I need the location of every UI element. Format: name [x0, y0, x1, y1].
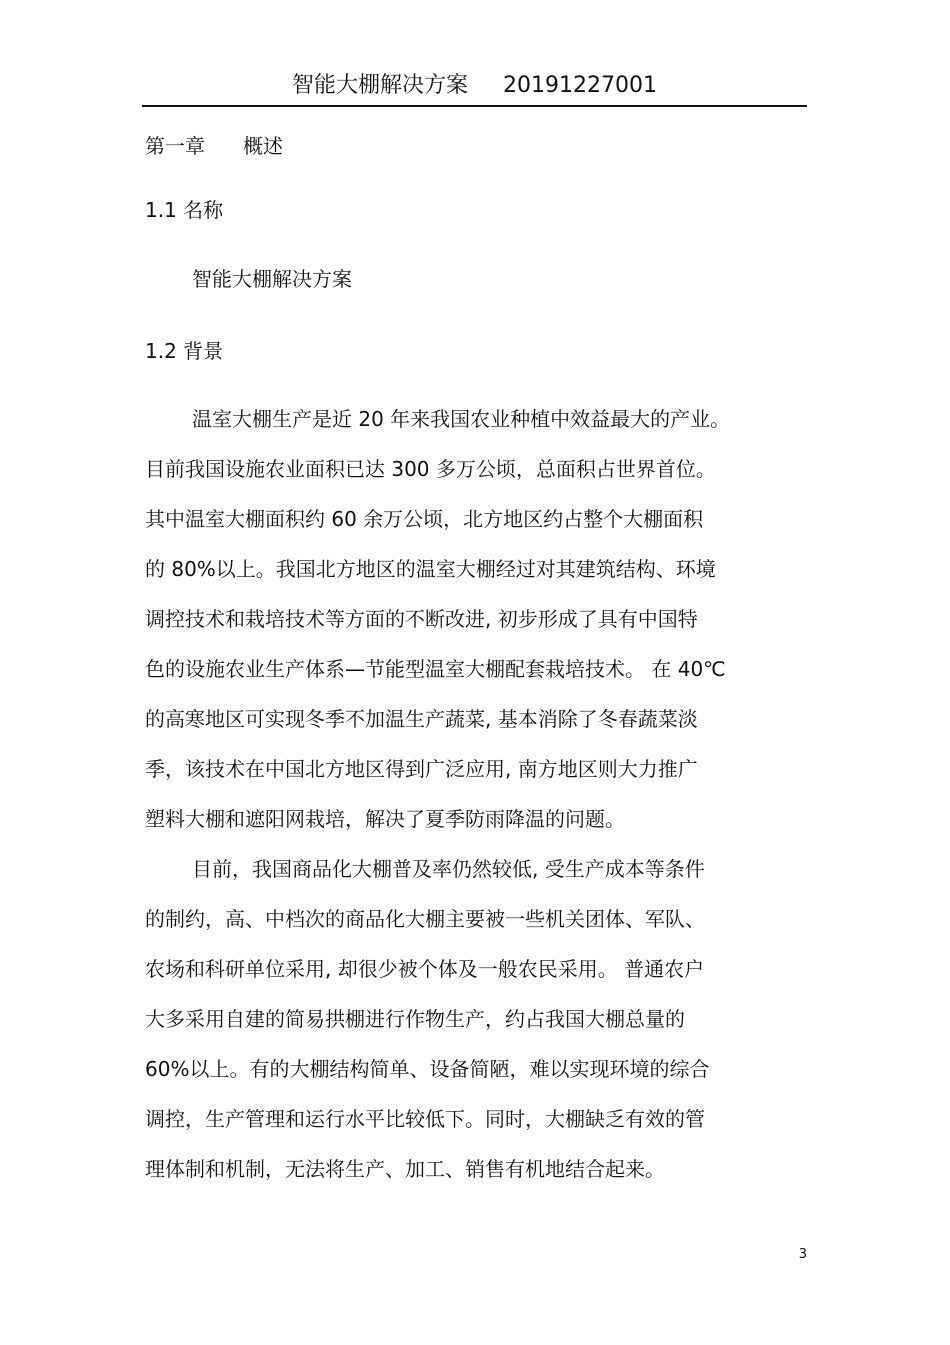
paragraph-line: 大多采用自建的简易拱棚进行作物生产，约占我国大棚总量的: [145, 1007, 685, 1031]
paragraph-line: 60%以上。有的大棚结构简单、设备简陋，难以实现环境的综合: [145, 1057, 710, 1081]
paragraph-line: 的高寒地区可实现冬季不加温生产蔬菜, 基本消除了冬春蔬菜淡: [145, 707, 698, 731]
header-rule: [142, 105, 807, 107]
section-body-1-1: 智能大棚解决方案: [192, 267, 352, 291]
paragraph-line: 色的设施农业生产体系—节能型温室大棚配套栽培技术。 在 40℃: [145, 657, 726, 681]
paragraph-line: 季，该技术在中国北方地区得到广泛应用, 南方地区则大力推广: [145, 757, 698, 781]
section-heading-1-1: 1.1 名称: [145, 198, 224, 222]
paragraph-line: 理体制和机制，无法将生产、加工、销售有机地结合起来。: [145, 1157, 665, 1181]
page-number: 3: [798, 1247, 807, 1262]
paragraph-line: 其中温室大棚面积约 60 余万公顷，北方地区约占整个大棚面积: [145, 507, 704, 531]
paragraph-line: 塑料大棚和遮阳网栽培，解决了夏季防雨降温的问题。: [145, 807, 625, 831]
paragraph-line: 温室大棚生产是近 20 年来我国农业种植中效益最大的产业。: [192, 407, 731, 431]
chapter-heading: [145, 130, 283, 159]
paragraph-line: 调控技术和栽培技术等方面的不断改进, 初步形成了具有中国特: [145, 607, 698, 631]
header-title: 智能大棚解决方案: [292, 73, 469, 98]
chapter-number: 第一章: [145, 134, 205, 158]
header-code: 20191227001: [503, 73, 657, 98]
paragraph-line: 目前我国设施农业面积已达 300 多万公顷，总面积占世界首位。: [145, 457, 716, 481]
paragraph-line: 农场和科研单位采用, 却很少被个体及一般农民采用。 普通农户: [145, 957, 705, 981]
section-heading-1-2: 1.2 背景: [145, 339, 224, 363]
paragraph-line: 的制约，高、中档次的商品化大棚主要被一些机关团体、军队、: [145, 907, 705, 931]
paragraph-line: 调控，生产管理和运行水平比较低下。同时，大棚缺乏有效的管: [145, 1107, 705, 1131]
paragraph-line: 的 80%以上。我国北方地区的温室大棚经过对其建筑结构、环境: [145, 557, 716, 581]
page-header: [142, 70, 807, 102]
paragraph-line: 目前，我国商品化大棚普及率仍然较低, 受生产成本等条件: [192, 857, 705, 881]
chapter-title: 概述: [243, 134, 283, 158]
